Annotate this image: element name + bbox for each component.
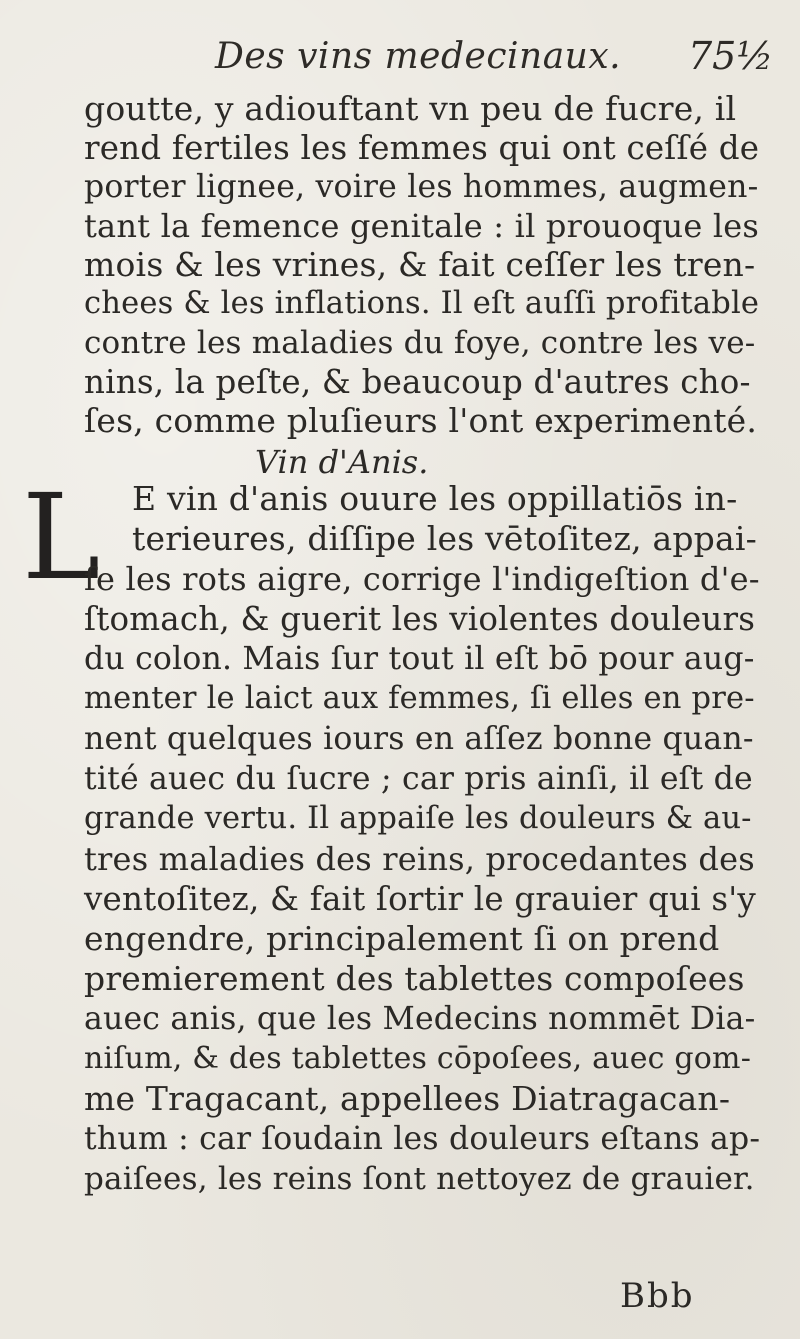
text-line: paiſees, les reins ſont nettoyez de grauier.: [84, 1161, 755, 1197]
text-line: menter le laict aux femmes, ſi elles en pre-: [84, 681, 755, 716]
text-line: tant la femence genitale : il prouoque les: [84, 207, 760, 245]
running-title: Des vins medecinaux.: [215, 36, 622, 77]
text-line: tres maladies des reins, procedantes des: [84, 840, 755, 878]
text-line: auec anis, que les Medecins nommēt Dia-: [84, 1001, 756, 1037]
text-line: chees & les inflations. Il eſt auſſi profitable: [84, 286, 760, 321]
text-line: porter lignee, voire les hommes, augmen-: [84, 169, 759, 205]
page-number: 75½: [688, 34, 774, 78]
text-line: nins, la peſte, & beaucoup d'autres cho-: [84, 363, 751, 401]
text-line: premierement des tablettes compoſees: [84, 959, 745, 998]
text-line: nent quelques iours en aſſez bonne quan-: [84, 721, 754, 757]
text-line: ſes, comme pluſieurs l'ont experimenté.: [84, 401, 758, 440]
text-line: thum : car ſoudain les douleurs eſtans ap-: [84, 1121, 761, 1157]
text-line: E vin d'anis ouure les oppillatiōs in-: [132, 479, 738, 518]
text-line: grande vertu. Il appaiſe les douleurs & au-: [84, 801, 752, 836]
text-line: goutte, y adiouftant vn peu de fucre, il: [84, 89, 737, 128]
text-line: engendre, principalement ſi on prend: [84, 919, 720, 958]
text-line: terieures, diſſipe les vētoſitez, appai-: [132, 519, 757, 558]
text-line: ſtomach, & guerit les violentes douleurs: [84, 600, 756, 638]
text-line: ventoſitez, & fait ſortir le grauier qui s'y: [84, 880, 756, 918]
text-line: mois & les vrines, & fait ceſſer les tren-: [84, 245, 756, 284]
text-line: me Tragacant, appellees Diatragacan-: [84, 1079, 731, 1118]
drop-cap: L: [22, 468, 101, 606]
text-line: contre les maladies du foye, contre les ve-: [84, 325, 756, 361]
section-heading: Vin d'Anis.: [255, 443, 429, 481]
text-line: ſe les rots aigre, corrige l'indigeſtion d'e-: [84, 560, 760, 598]
page-header: [0, 14, 800, 78]
text-line: niſum, & des tablettes cōpoſees, auec gom-: [84, 1041, 752, 1076]
text-line: tité auec du ſucre ; car pris ainſi, il eſt de: [84, 761, 753, 797]
text-line: du colon. Mais ſur tout il eſt bō pour aug-: [84, 641, 755, 677]
signature-mark: Bbb: [620, 1276, 695, 1316]
text-line: rend fertiles les femmes qui ont ceſſé de: [84, 129, 760, 167]
